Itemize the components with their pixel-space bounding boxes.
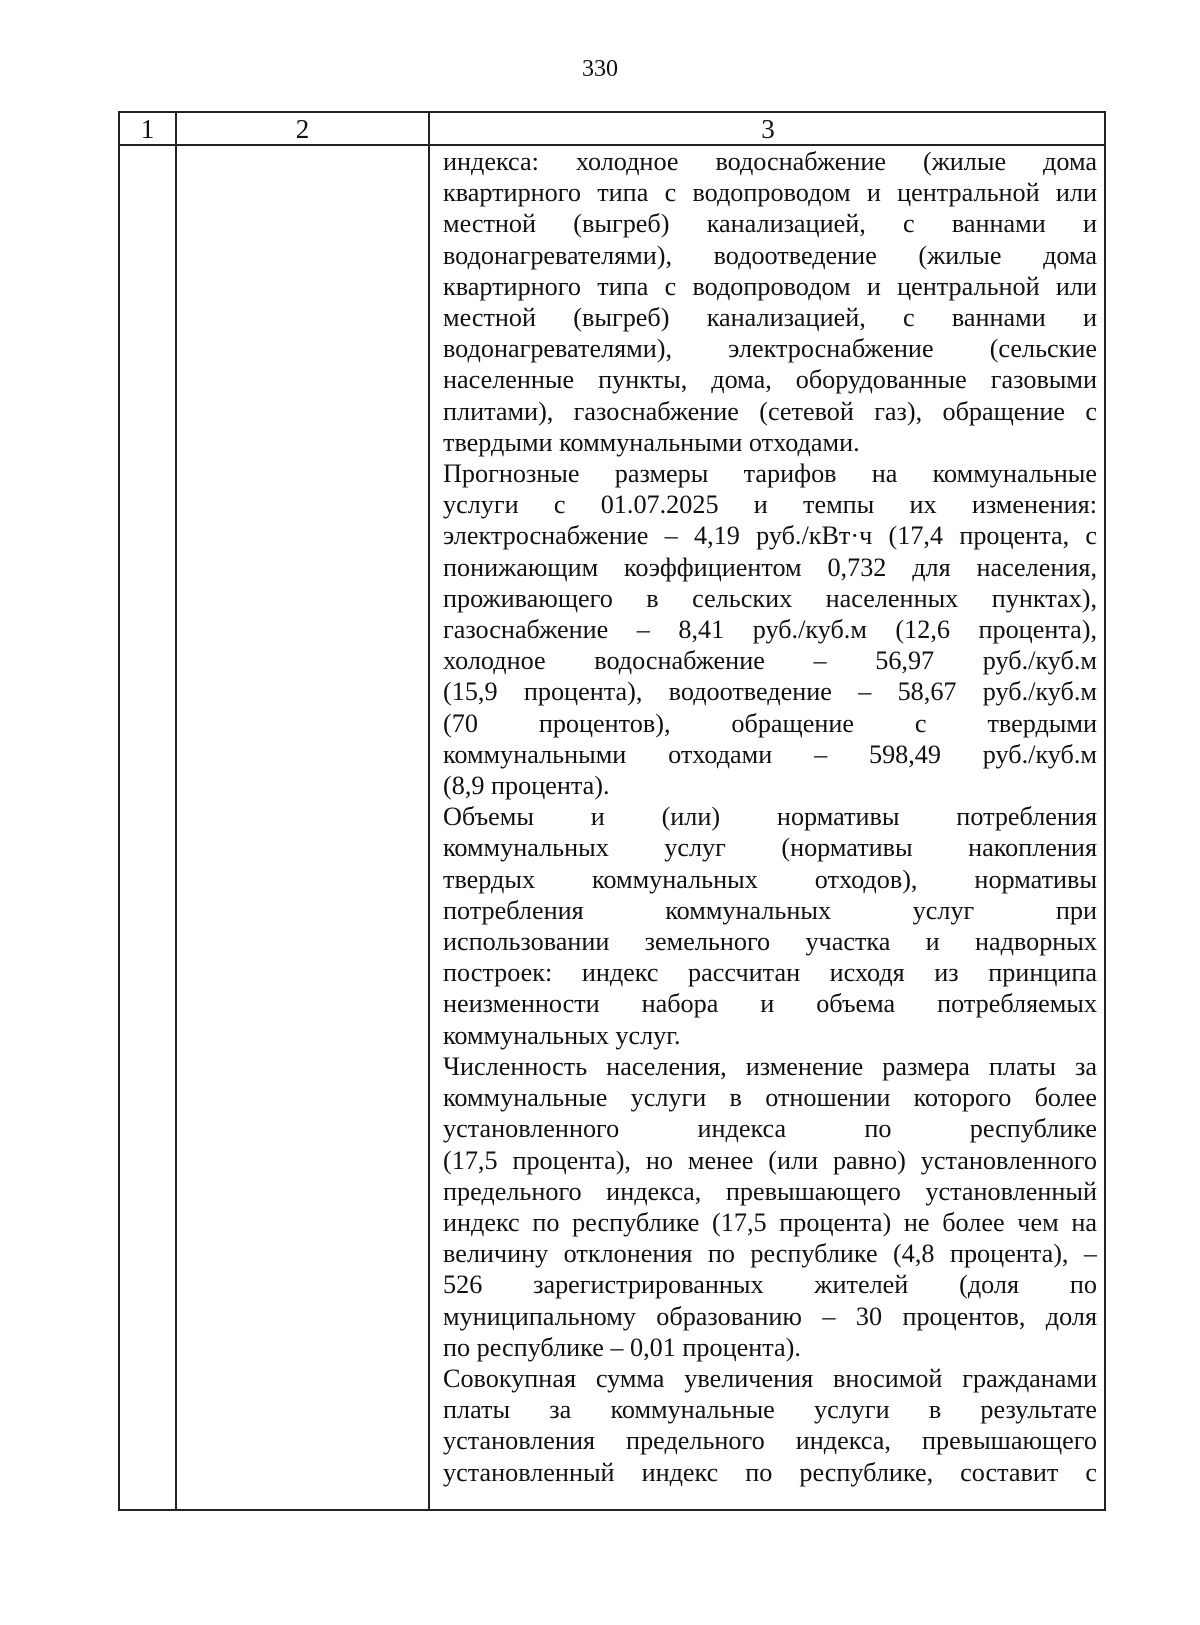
text-line: местной (выгреб) канализацией, с ваннами и	[443, 303, 1097, 333]
text-line: использовании земельного участка и надворных	[443, 927, 1097, 957]
text-line: Совокупная сумма увеличения вносимой гражданами	[443, 1363, 1097, 1393]
text-line: потребления коммунальных услуг при	[443, 895, 1097, 925]
text-line: твердыми коммунальными отходами.	[443, 427, 860, 457]
text-line: холодное водоснабжение – 56,97 руб./куб.м	[443, 646, 1097, 676]
text-line: муниципальному образованию – 30 процентов, доля	[443, 1301, 1097, 1331]
text-line: коммунальными отходами – 598,49 руб./куб.м	[443, 739, 1097, 769]
paragraph	[443, 1363, 1097, 1488]
text-line: твердых коммунальных отходов), нормативы	[443, 864, 1097, 894]
text-line: электроснабжение – 4,19 руб./кВт·ч (17,4 процента, с	[443, 521, 1097, 551]
text-line: предельного индекса, превышающего установленный	[443, 1176, 1097, 1206]
text-line: величину отклонения по республике (4,8 процента), –	[443, 1239, 1097, 1269]
paragraph	[443, 801, 1097, 1051]
text-line: проживающего в сельских населенных пунктах),	[443, 583, 1097, 613]
text-line: Объемы и (или) нормативы потребления	[443, 802, 1097, 832]
text-line: построек: индекс рассчитан исходя из принципа	[443, 958, 1097, 988]
text-line: местной (выгреб) канализацией, с ваннами и	[443, 209, 1097, 239]
document-table	[118, 111, 1106, 1511]
text-line: водонагревателями), водоотведение (жилые дома	[443, 240, 1097, 270]
column-divider-1	[175, 113, 177, 1509]
paragraph	[443, 146, 1097, 458]
text-line: квартирного типа с водопроводом и центральной или	[443, 178, 1097, 208]
text-line: Численность населения, изменение размера платы за	[443, 1051, 1097, 1081]
text-line: коммунальных услуг (нормативы накопления	[443, 833, 1097, 863]
text-line: установленный индекс по республике, составит с	[443, 1457, 1097, 1487]
header-col-2: 2	[295, 114, 310, 144]
text-line: платы за коммунальные услуги в результате	[443, 1395, 1097, 1425]
text-line: коммунальных услуг.	[443, 1020, 681, 1050]
header-col-3: 3	[761, 114, 775, 144]
text-line: Прогнозные размеры тарифов на коммунальные	[443, 459, 1097, 489]
text-line: коммунальные услуги в отношении которого более	[443, 1083, 1097, 1113]
text-line: по республике – 0,01 процента).	[443, 1332, 801, 1362]
text-line: (15,9 процента), водоотведение – 58,67 руб./куб.м	[443, 677, 1097, 707]
text-line: плитами), газоснабжение (сетевой газ), обращение с	[443, 396, 1097, 426]
text-line: установленного индекса по республике	[443, 1114, 1097, 1144]
text-line: услуги с 01.07.2025 и темпы их изменения:	[443, 490, 1097, 520]
paragraph	[443, 1051, 1097, 1363]
paragraph	[443, 458, 1097, 801]
text-line: (17,5 процента), но менее (или равно) установленного	[443, 1145, 1097, 1175]
text-line: 526 зарегистрированных жителей (доля по	[443, 1270, 1097, 1300]
text-line: индекс по республике (17,5 процента) не более чем на	[443, 1207, 1097, 1237]
text-line: водонагревателями), электроснабжение (сельские	[443, 334, 1097, 364]
text-line: понижающим коэффициентом 0,732 для населения,	[443, 552, 1097, 582]
text-line: неизменности набора и объема потребляемых	[443, 989, 1097, 1019]
text-line: (70 процентов), обращение с твердыми	[443, 708, 1097, 738]
column-3-text	[443, 146, 1097, 1488]
text-line: населенные пункты, дома, оборудованные газовыми	[443, 365, 1097, 395]
page-number: 330	[582, 56, 618, 82]
text-line: газоснабжение – 8,41 руб./куб.м (12,6 процента),	[443, 615, 1097, 645]
text-line: установления предельного индекса, превышающего	[443, 1426, 1097, 1456]
column-divider-2	[428, 113, 430, 1509]
text-line: индекса: холодное водоснабжение (жилые дома	[443, 147, 1097, 176]
header-col-1: 1	[140, 114, 155, 144]
text-line: квартирного типа с водопроводом и центральной или	[443, 271, 1097, 301]
text-line: (8,9 процента).	[443, 771, 610, 801]
